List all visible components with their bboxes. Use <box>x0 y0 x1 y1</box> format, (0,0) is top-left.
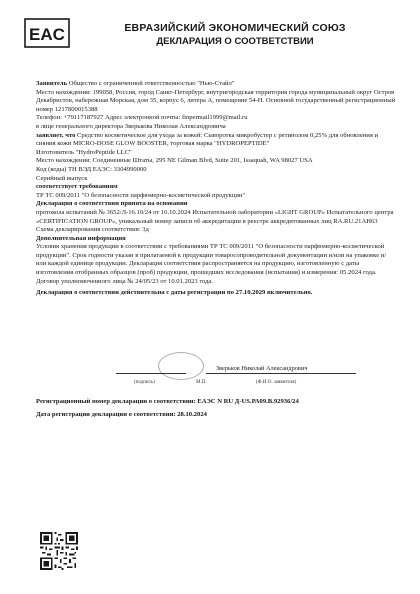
basis-text: протокола испытаний № 3652/Л-16.10/24 от 16.10.2024 Испытательной лаборатории «LIGHT GROUP» Испытательного центра «CERTIFICATION GROUP», уникальный номер записи об аккредитации в реестре аккредитованных лиц RA.RU.21AH63 <box>36 208 394 225</box>
registration-date-label: Дата регистрации декларации о соответствии: <box>36 411 176 418</box>
signer-name: Зверьков Николай Александрович <box>216 365 308 372</box>
requirements-text: ТР ТС 009/2011 "О безопасности парфюмерно-косметической продукции" <box>36 191 246 199</box>
applicant-location: Место нахождения: 199058, Россия, город Санкт-Петербург, внутригородская территория города муниципальный округ Остров Декабристов, набережная Морская, дом 35, корпус 6, литера А, помещение 54-Н. Основной государственный регистрационный номер 1217800015388 <box>36 88 396 113</box>
declares-text: Средство косметическое для ухода за кожей: Сыворотка микробустер с ретинолом 0,25% для обновления и сияния кожи MICRO-DOSE GLOW BOOSTER, торговая марка "HYDROPEPTIDE" <box>36 131 379 148</box>
product-code: Код (коды) ТН ВЭД ЕАЭС: 3304990000 <box>36 165 147 173</box>
declares-line <box>36 132 396 149</box>
svg-text:EAC: EAC <box>29 25 65 44</box>
document-header <box>80 22 390 47</box>
caption-name: (Ф.И.О. заявителя) <box>256 380 297 385</box>
additional-label: Дополнительная информация <box>36 234 126 242</box>
caption-mp: М.П. <box>196 380 207 385</box>
caption-sign: (подпись) <box>134 380 155 385</box>
applicant-line <box>36 80 396 89</box>
declaration-body <box>36 80 396 298</box>
applicant-director: в лице генерального директора Зверькова Николая Александровича <box>36 122 226 130</box>
applicant-phone: Телефон: +79117187927 Адрес электронной почты: finpermail1999@mail.ru <box>36 114 248 122</box>
signature-block <box>36 365 396 385</box>
signature-row <box>36 365 396 379</box>
manufacturer-location: Место нахождения: Соединенные Штаты, 295 NE Gilman Blvd, Suite 201, Issaquah, WA 98027 USA <box>36 157 313 165</box>
manufacturer: Изготовитель "HydroPeptide LLC" <box>36 148 132 156</box>
signature-line <box>116 373 186 374</box>
declaration-title: ДЕКЛАРАЦИЯ О СООТВЕТСТВИИ <box>156 36 314 47</box>
union-title: ЕВРАЗИЙСКИЙ ЭКОНОМИЧЕСКИЙ СОЮЗ <box>124 22 346 34</box>
requirements-label: соответствует требованиям <box>36 183 118 191</box>
name-line <box>206 373 356 374</box>
batch-type: Серийный выпуск <box>36 174 88 182</box>
registration-date: 28.10.2024 <box>177 411 207 418</box>
applicant-label: Заявитель <box>36 80 68 87</box>
basis-scheme: Схема декларирования соответствия: 3д <box>36 226 149 234</box>
registration-date-line <box>36 411 396 418</box>
validity-text: Декларация о соответствии действительна с даты регистрации по 27.10.2029 включительно. <box>36 289 313 297</box>
registration-number: ЕАЭС N RU Д-US.РА09.В.92936/24 <box>197 398 299 405</box>
eac-logo-icon <box>24 18 70 48</box>
basis-label: Декларация о соответствии принята на основании <box>36 200 188 208</box>
qr-code-icon <box>40 532 78 570</box>
additional-text: Условия хранения продукции в соответствии с требованиями ТР ТС 009/2011 "О безопасности парфюмерно-косметической продукции". Срок годности указан в прилагаемой к продукции товаросопроводительной документации и/или на упаковке и/или каждой единице продукции. Декларация соответствия распространяется на продукцию, изготовленную с даты изготовления отобранных образцов (проб) продукции, прошедших исследования (испытания) и измерения: 05.2024 года. Договор уполномоченного лица № 24/05/23 от 10.01.2023 года. <box>36 243 387 285</box>
applicant-text: Общество с ограниченной ответственностью "Нью-Стайл" <box>67 80 235 87</box>
registration-number-label: Регистрационный номер декларации о соответствии: <box>36 398 196 405</box>
registration-number-line <box>36 398 396 405</box>
declares-label: заявляет, что <box>36 131 76 139</box>
